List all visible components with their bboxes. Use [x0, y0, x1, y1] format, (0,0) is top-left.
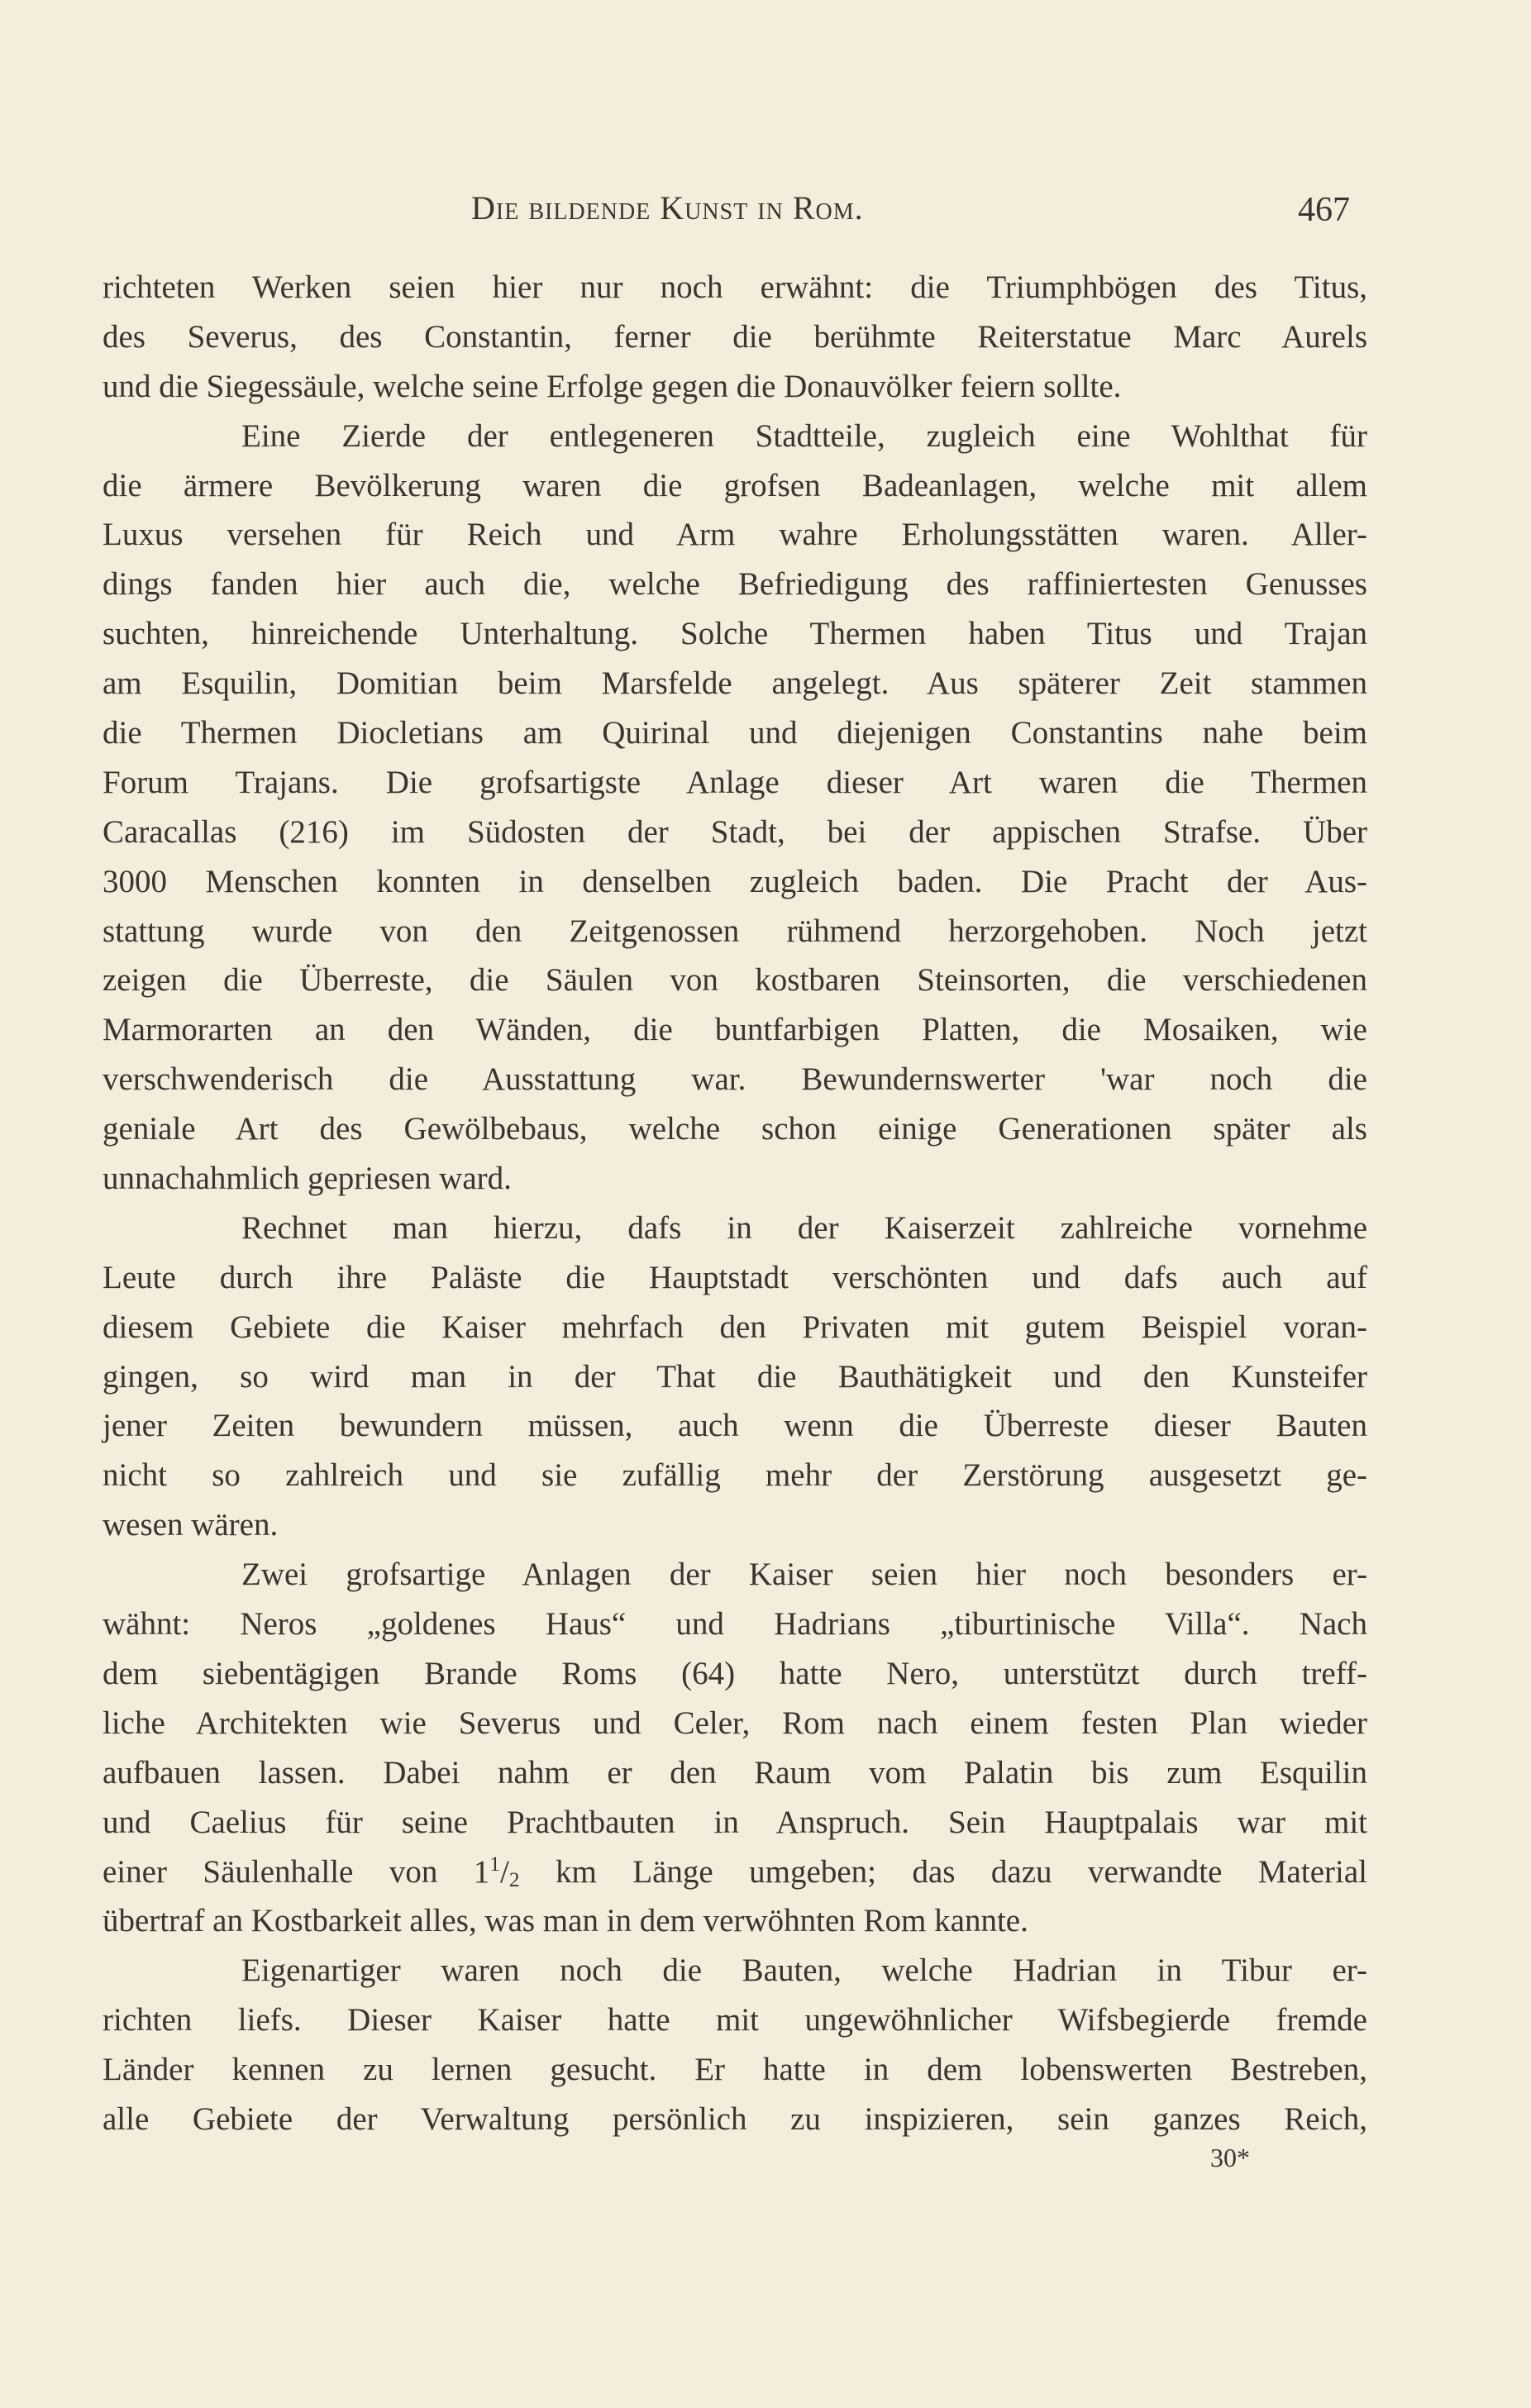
text-line: liche Architekten wie Severus und Celer, Rom nach einem festen Plan wieder [103, 1705, 1367, 1741]
text-line: gingen, so wird man in der That die Bauthätigkeit und den Kunsteifer [103, 1358, 1367, 1395]
text-line: Caracallas (216) im Südosten der Stadt, bei der appischen Strafse. Über [103, 813, 1367, 850]
fraction-denominator: 2 [508, 1867, 520, 1891]
fraction-slash: / [499, 1853, 509, 1890]
text-line: Luxus versehen für Reich und Arm wahre Erholungsstätten waren. Aller- [103, 517, 1367, 553]
text-line: unnachahmlich gepriesen ward. [103, 1161, 512, 1197]
text-line: jener Zeiten bewundern müssen, auch wenn die Überreste dieser Bauten [103, 1408, 1367, 1444]
text-line: und Caelius für seine Prachtbauten in Anspruch. Sein Hauptpalais war mit [103, 1804, 1367, 1840]
text-line: 3000 Menschen konnten in denselben zugleich baden. Die Pracht der Aus- [103, 863, 1367, 899]
text-line: des Severus, des Constantin, ferner die berühmte Reiterstatue Marc Aurels [103, 318, 1367, 355]
page-header [0, 188, 1531, 246]
text-line: wähnt: Neros „goldenes Haus“ und Hadrians „tiburtinische Villa“. Nach [103, 1606, 1367, 1643]
text-line: Rechnet man hierzu, dafs in der Kaiserzeit zahlreiche vornehme [241, 1209, 1367, 1246]
text-line: diesem Gebiete die Kaiser mehrfach den Privaten mit gutem Beispiel voran- [103, 1309, 1367, 1345]
signature-mark: 30* [1210, 2143, 1250, 2172]
running-title: Die bildende Kunst in Rom. [471, 189, 864, 226]
text-line: zeigen die Überreste, die Säulen von kostbaren Steinsorten, die verschiedenen [103, 962, 1367, 999]
text-line: Länder kennen zu lernen gesucht. Er hatte in dem lobenswerten Bestreben, [103, 2052, 1367, 2088]
text-line: dings fanden hier auch die, welche Befriedigung des raffiniertesten Genusses [103, 566, 1367, 603]
text-line: aufbauen lassen. Dabei nahm er den Raum vom Palatin bis zum Esquilin [103, 1754, 1367, 1791]
text-line: Eigenartiger waren noch die Bauten, welche Hadrian in Tibur er- [241, 1953, 1367, 1989]
text-line: und die Siegessäule, welche seine Erfolge gegen die Donauvölker feiern sollte. [103, 368, 1122, 404]
text-line: wesen wären. [103, 1507, 279, 1543]
body-text [103, 263, 1367, 2144]
text-line: Zwei grofsartige Anlagen der Kaiser seien hier noch besonders er- [241, 1557, 1367, 1593]
text-line: Eine Zierde der entlegeneren Stadtteile, zugleich eine Wohlthat für [241, 417, 1367, 454]
text-line: Forum Trajans. Die grofsartigste Anlage dieser Art waren die Thermen [103, 764, 1367, 800]
page-number: 467 [1298, 191, 1350, 229]
text-line: geniale Art des Gewölbebaus, welche schon einige Generationen später als [103, 1111, 1367, 1147]
text-line: verschwenderisch die Ausstattung war. Bewundernswerter 'war noch die [103, 1061, 1367, 1098]
text-line: die ärmere Bevölkerung waren die grofsen Badeanlagen, welche mit allem [103, 467, 1367, 503]
text-line: suchten, hinreichende Unterhaltung. Solche Thermen haben Titus und Trajan [103, 616, 1367, 652]
text-line: Leute durch ihre Paläste die Hauptstadt verschönten und dafs auch auf [103, 1259, 1367, 1295]
text-fragment: einer Säulenhalle von 1 [103, 1853, 490, 1890]
text-line: übertraf an Kostbarkeit alles, was man in dem verwöhnten Rom kannte. [103, 1903, 1028, 1939]
text-line: richten liefs. Dieser Kaiser hatte mit ungewöhnlicher Wifsbegierde fremde [103, 2002, 1367, 2038]
text-line: nicht so zahlreich und sie zufällig mehr der Zerstörung ausgesetzt ge- [103, 1457, 1367, 1494]
text-line: am Esquilin, Domitian beim Marsfelde angelegt. Aus späterer Zeit stammen [103, 665, 1367, 702]
text-line: die Thermen Diocletians am Quirinal und diejenigen Constantins nahe beim [103, 715, 1367, 751]
text-line: Marmorarten an den Wänden, die buntfarbigen Platten, die Mosaiken, wie [103, 1012, 1367, 1048]
fraction-numerator: 1 [489, 1852, 500, 1876]
text-line: alle Gebiete der Verwaltung persönlich zu inspizieren, sein ganzes Reich, [103, 2100, 1367, 2137]
text-line: dem siebentägigen Brande Roms (64) hatte Nero, unterstützt durch treff- [103, 1655, 1367, 1691]
text-line: stattung wurde von den Zeitgenossen rühmend herzorgehoben. Noch jetzt [103, 913, 1367, 949]
text-fragment: km Länge umgeben; das dazu verwandte Material [519, 1853, 1367, 1890]
text-line: richteten Werken seien hier nur noch erwähnt: die Triumphbögen des Titus, [103, 269, 1367, 305]
text-line [103, 1848, 1367, 1897]
